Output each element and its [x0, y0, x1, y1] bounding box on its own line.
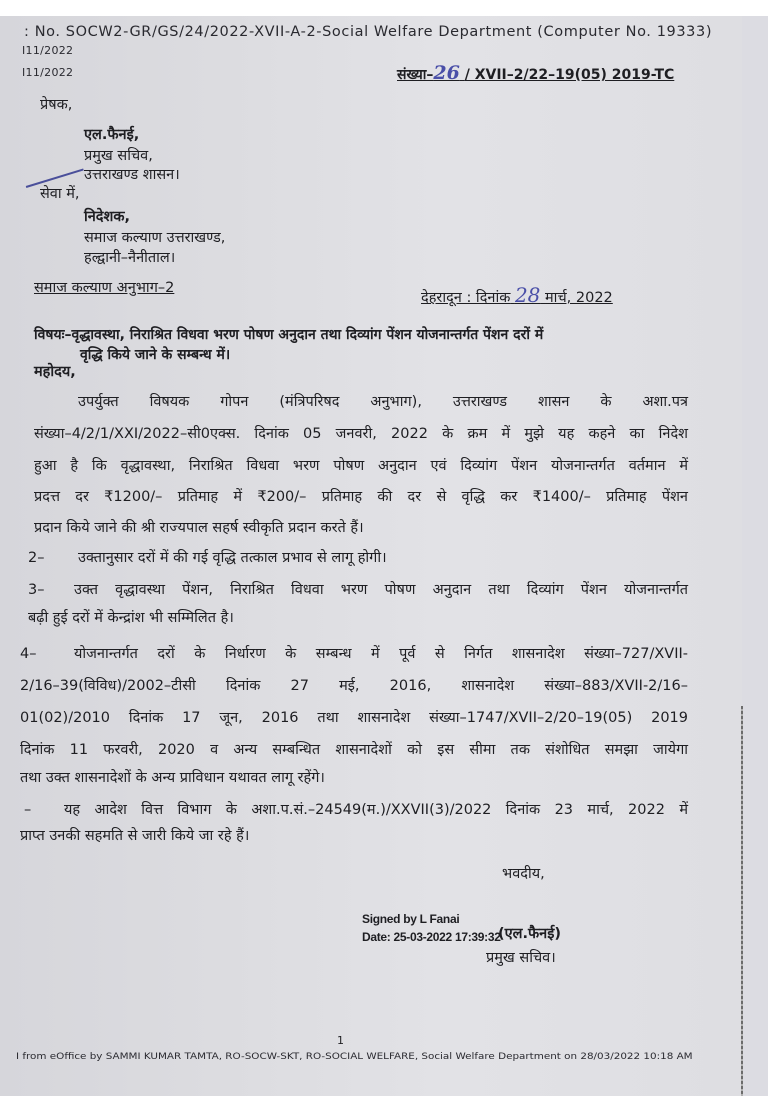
salutation: महोदय,: [34, 364, 76, 380]
page-margin: [742, 16, 768, 1096]
letter-number-label: संख्या–: [397, 67, 434, 83]
dated-line: [421, 285, 613, 308]
subject-line-1: विषयः–वृद्धावस्था, निराश्रित विधवा भरण पोषण अनुदान तथा दिव्यांग पेंशन योजनान्तर्गत पेंशन दरों में: [34, 327, 544, 343]
recipient-label: सेवा में,: [40, 186, 80, 202]
letter-number-suffix: / XVII–2/22–19(05) 2019-TC: [464, 67, 675, 83]
sender-label: प्रेषक,: [40, 97, 73, 113]
letter-number: [397, 62, 674, 84]
para2-number: 2–: [28, 550, 45, 566]
para4-line-3: 01(02)/2010 दिनांक 17 जून, 2016 तथा शासनादेश संख्या–1747/XVII–2/20–19(05) 2019: [20, 710, 688, 726]
para3-line-2: बढ़ी हुई दरों में केन्द्रांश भी सम्मिलित है।: [28, 610, 234, 626]
para3-line-1: उक्त वृद्धावस्था पेंशन, निराश्रित विधवा भरण पोषण अनुदान तथा दिव्यांग पेंशन योजनान्तर्गत: [74, 582, 688, 598]
para5-line-2: प्राप्त उनकी सहमति से जारी किये जा रहे हैं।: [20, 828, 250, 844]
para4-line-4: दिनांक 11 फरवरी, 2020 व अन्य सम्बन्धित शासनादेशों को इस सीमा तक संशोधित समझा जायेगा: [20, 742, 688, 758]
sender-name: एल.फैनई,: [84, 127, 140, 143]
subject-line-2: वृद्धि किये जाने के सम्बन्ध में।: [80, 347, 231, 363]
para5-number: –: [24, 802, 32, 818]
signatory-name: (एल.फैनई): [498, 926, 561, 942]
para1-line-3: हुआ है कि वृद्धावस्था, निराश्रित विधवा भरण पोषण अनुदान एवं दिव्यांग पेंशन योजनान्तर्गत वर्तमान में: [34, 458, 688, 474]
signatory-designation: प्रमुख सचिव।: [486, 950, 556, 966]
digital-signature-name: Signed by L Fanai: [362, 912, 460, 926]
para1-line-2: संख्या–4/2/1/XXI/2022–सी0एक्स. दिनांक 05 जनवरी, 2022 के क्रम में मुझे यह कहने का निदेश: [34, 426, 688, 442]
date-handwritten: 28: [514, 283, 541, 307]
para4-line-2: 2/16–39(विविध)/2002–टीसी दिनांक 27 मई, 2016, शासनादेश संख्या–883/XVII-2/16–: [20, 678, 688, 694]
eoffice-footer: I from eOffice by SAMMI KUMAR TAMTA, RO-SOCW-SKT, RO-SOCIAL WELFARE, Social Welfare Department on 28/03/2022 10:18 AM: [16, 1052, 693, 1062]
recipient-place: हल्द्वानी–नैनीताल।: [84, 250, 176, 266]
date-prefix: देहरादून : दिनांक: [421, 290, 511, 306]
letter-number-handwritten: 26: [433, 62, 460, 84]
side-date-1: I11/2022: [22, 44, 74, 57]
side-date-2: I11/2022: [22, 66, 74, 79]
date-suffix: मार्च, 2022: [545, 290, 613, 306]
para3-number: 3–: [28, 582, 45, 598]
recipient-title: निदेशक,: [84, 209, 131, 225]
para4-line-5: तथा उक्त शासनादेशों के अन्य प्राविधान यथावत लागू रहेंगे।: [20, 770, 325, 786]
para1-line-4: प्रदत्त दर ₹1200/– प्रतिमाह में ₹200/– प्रतिमाह की दर से वृद्धि कर ₹1400/– प्रतिमाह पेंशन: [34, 489, 688, 505]
sender-office: उत्तराखण्ड शासन।: [84, 167, 180, 183]
file-number-line: : No. SOCW2-GR/GS/24/2022-XVII-A-2-Social Welfare Department (Computer No. 19333): [24, 24, 713, 40]
digital-signature-date: Date: 25-03-2022 17:39:32: [362, 930, 501, 944]
page-edge-line: [741, 706, 743, 1096]
recipient-dept: समाज कल्याण उत्तराखण्ड,: [84, 230, 226, 246]
sender-designation: प्रमुख सचिव,: [84, 148, 153, 164]
closing-yours: भवदीय,: [502, 866, 545, 882]
para1-line-5: प्रदान किये जाने की श्री राज्यपाल सहर्ष स्वीकृति प्रदान करते हैं।: [34, 520, 364, 536]
page-number: 1: [337, 1034, 344, 1047]
para4-number: 4–: [20, 646, 37, 662]
para1-line-1: उपर्युक्त विषयक गोपन (मंत्रिपरिषद अनुभाग), उत्तराखण्ड शासन के अशा.पत्र: [78, 394, 688, 410]
para2-text: उक्तानुसार दरों में की गई वृद्धि तत्काल प्रभाव से लागू होगी।: [78, 550, 387, 566]
section-label: समाज कल्याण अनुभाग–2: [34, 280, 175, 296]
para5-line-1: यह आदेश वित्त विभाग के अशा.प.सं.–24549(म.)/XXVII(3)/2022 दिनांक 23 मार्च, 2022 में: [64, 802, 688, 818]
para4-line-1: योजनान्तर्गत दरों के निर्धारण के सम्बन्ध में पूर्व से निर्गत शासनादेश संख्या–727/XVII-: [74, 646, 688, 662]
